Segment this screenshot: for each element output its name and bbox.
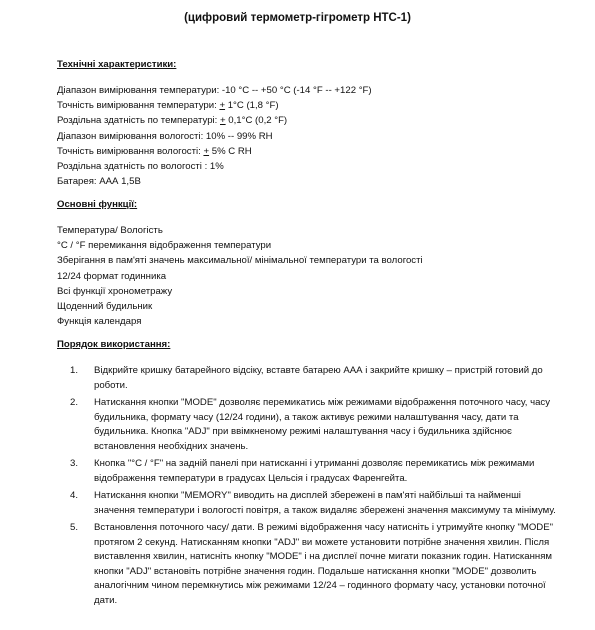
spec-item: Діапазон вимірювання температури: -10 °C -- +50 °C (-14 °F -- +122 °F) (57, 85, 372, 96)
usage-heading: Порядок використання: (57, 339, 171, 350)
specs-list (57, 83, 372, 189)
specs-heading: Технічні характеристики: (57, 59, 177, 70)
function-item: °C / °F перемикання відображення температури (57, 240, 272, 252)
usage-list (70, 364, 558, 611)
function-item: Температура/ Вологість (57, 225, 163, 236)
functions-heading: Основні функції: (57, 199, 138, 210)
spec-item: Роздільна здатність по температурі: + 0,1°C (0,2 °F) (57, 115, 288, 127)
usage-step: 3. Кнопка "°C / °F" на задній панелі при натисканні і утриманні дозволяє перемикатись між режимами відображення температури в градусах Цельсія і градусах Фаренгейта. (70, 458, 535, 484)
usage-step: 2. Натискання кнопки "MODE" дозволяє перемикатись між режимами відображення поточного часу, часу будильника, формату часу (12/24 години), а також активує режими налаштування часу, дати та будильника. Кнопка "ADJ" при ввімкненому режимі налаштування часу і будильника здійснює встановлення необхідних значень. (70, 397, 551, 452)
spec-item: Батарея: ААА 1,5В (57, 176, 141, 188)
functions-list (57, 223, 423, 329)
spec-item: Точність вимірювання вологості: + 5% C RH (57, 145, 252, 157)
usage-step: 5. Встановлення поточного часу/ дати. В режимі відображення часу натисніть і утримуйте кнопку "MODE" протягом 2 секунд. Натисканням кнопки "ADJ" ви можете установити потрібне значення хвилин. Після виставлення хвилин, натисніть кнопку "MODE" і на дисплеї почне мигати показник годин. Натисканням кнопки "ADJ" встановіть потрібне значення годин. Подальше натискання кнопки "MODE" дозволить аналогічним чином перемкнутись між режимами 12/24 – годинного формату часу, установки поточної дати. (70, 522, 554, 606)
function-item: 12/24 формат годинника (57, 270, 167, 282)
spec-item: Точність вимірювання температури: + 1°C (1,8 °F) (57, 100, 279, 112)
function-item: Всі функції хронометражу (57, 285, 173, 297)
function-item: Зберігання в пам'яті значень максимальної/ мінімальної температури та вологості (57, 255, 423, 267)
spec-item: Роздільна здатність по вологості : 1% (57, 161, 224, 173)
spec-item: Діапазон вимірювання вологості: 10% -- 99% RH (57, 130, 273, 142)
function-item: Функція календаря (57, 316, 142, 328)
usage-step: 1. Відкрийте кришку батарейного відсіку, вставте батарею ААА і закрийте кришку – пристрій готовий до роботи. (70, 365, 543, 391)
usage-step: 4. Натискання кнопки "MEMORY" виводить на дисплей збережені в пам'яті найбільші та найменші значення температури і вологості повітря, а також видаляє збережені значення максимуму та мінімуму. (70, 490, 556, 516)
document-title: (цифровий термометр-гігрометр HTC-1) (184, 12, 411, 24)
function-item: Щоденний будильник (57, 301, 153, 313)
